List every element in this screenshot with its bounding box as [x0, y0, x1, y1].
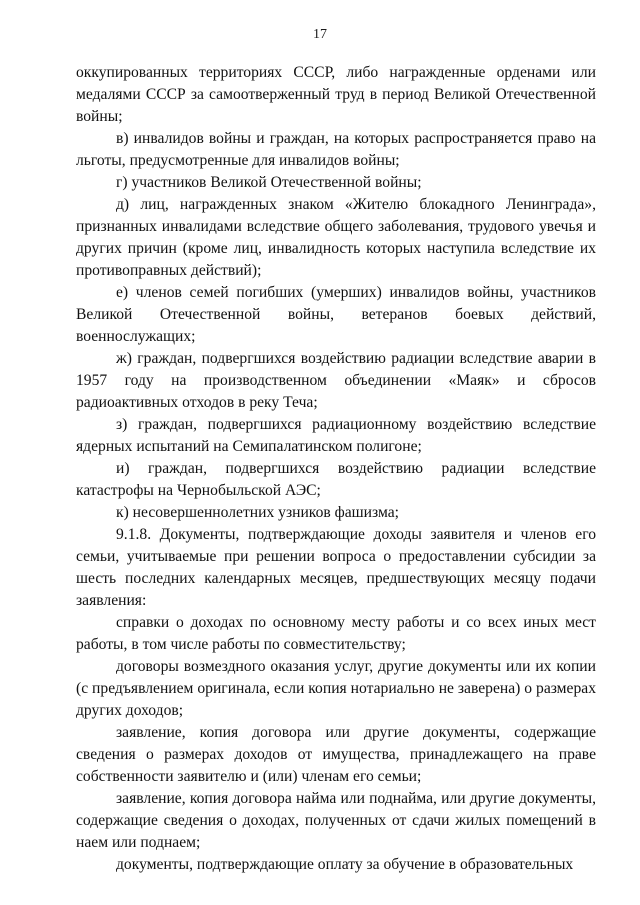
paragraph-property-income: заявление, копия договора или другие документы, содержащие сведения о размерах доходов от имущества, принадлежащего на праве собственности заявителю и (или) членам его семьи; — [76, 724, 596, 785]
paragraph-section-9-1-8: 9.1.8. Документы, подтверждающие доходы заявителя и членов его семьи, учитываемые при решении вопроса о предоставлении субсидии за шесть последних календарных месяцев, предшествующих месяцу подачи заявления: — [76, 526, 596, 609]
paragraph-education-payment: документы, подтверждающие оплату за обучение в образовательных — [116, 856, 574, 873]
paragraph-item-i: и) граждан, подвергшихся воздействию радиации вследствие катастрофы на Чернобыльской АЭС; — [76, 460, 596, 499]
paragraph-item-v: в) инвалидов войны и граждан, на которых распространяется право на льготы, предусмотренные для инвалидов войны; — [76, 130, 596, 169]
document-body — [76, 62, 596, 876]
paragraph-service-contracts: договоры возмездного оказания услуг, другие документы или их копии (с предъявлением оригинала, если копия нотариально не заверена) о размерах других доходов; — [76, 658, 596, 719]
paragraph-continued: оккупированных территориях СССР, либо награжденные орденами или медалями СССР за самоотверженный труд в период Великой Отечественной войны; — [76, 64, 596, 125]
page-number: 17 — [313, 27, 327, 42]
paragraph-item-z: з) граждан, подвергшихся радиационному воздействию вследствие ядерных испытаний на Семипалатинском полигоне; — [76, 416, 596, 455]
paragraph-item-e: е) членов семей погибших (умерших) инвалидов войны, участников Великой Отечественной войны, ветеранов боевых действий, военнослужащих; — [76, 284, 596, 345]
paragraph-item-g: г) участников Великой Отечественной войны; — [116, 174, 422, 191]
paragraph-income-certificates: справки о доходах по основному месту работы и со всех иных мест работы, в том числе работы по совместительству; — [76, 614, 596, 653]
paragraph-rental-income: заявление, копия договора найма или поднайма, или другие документы, содержащие сведения о доходах, полученных от сдачи жилых помещений в наем или поднаем; — [76, 790, 596, 851]
paragraph-item-d: д) лиц, награжденных знаком «Жителю блокадного Ленинграда», признанных инвалидами вследствие общего заболевания, трудового увечья и других причин (кроме лиц, инвалидность которых наступила вследствие их противоправных действий); — [76, 196, 596, 279]
paragraph-item-zh: ж) граждан, подвергшихся воздействию радиации вследствие аварии в 1957 году на производственном объединении «Маяк» и сбросов радиоактивных отходов в реку Теча; — [76, 350, 596, 411]
paragraph-item-k: к) несовершеннолетних узников фашизма; — [116, 504, 399, 521]
